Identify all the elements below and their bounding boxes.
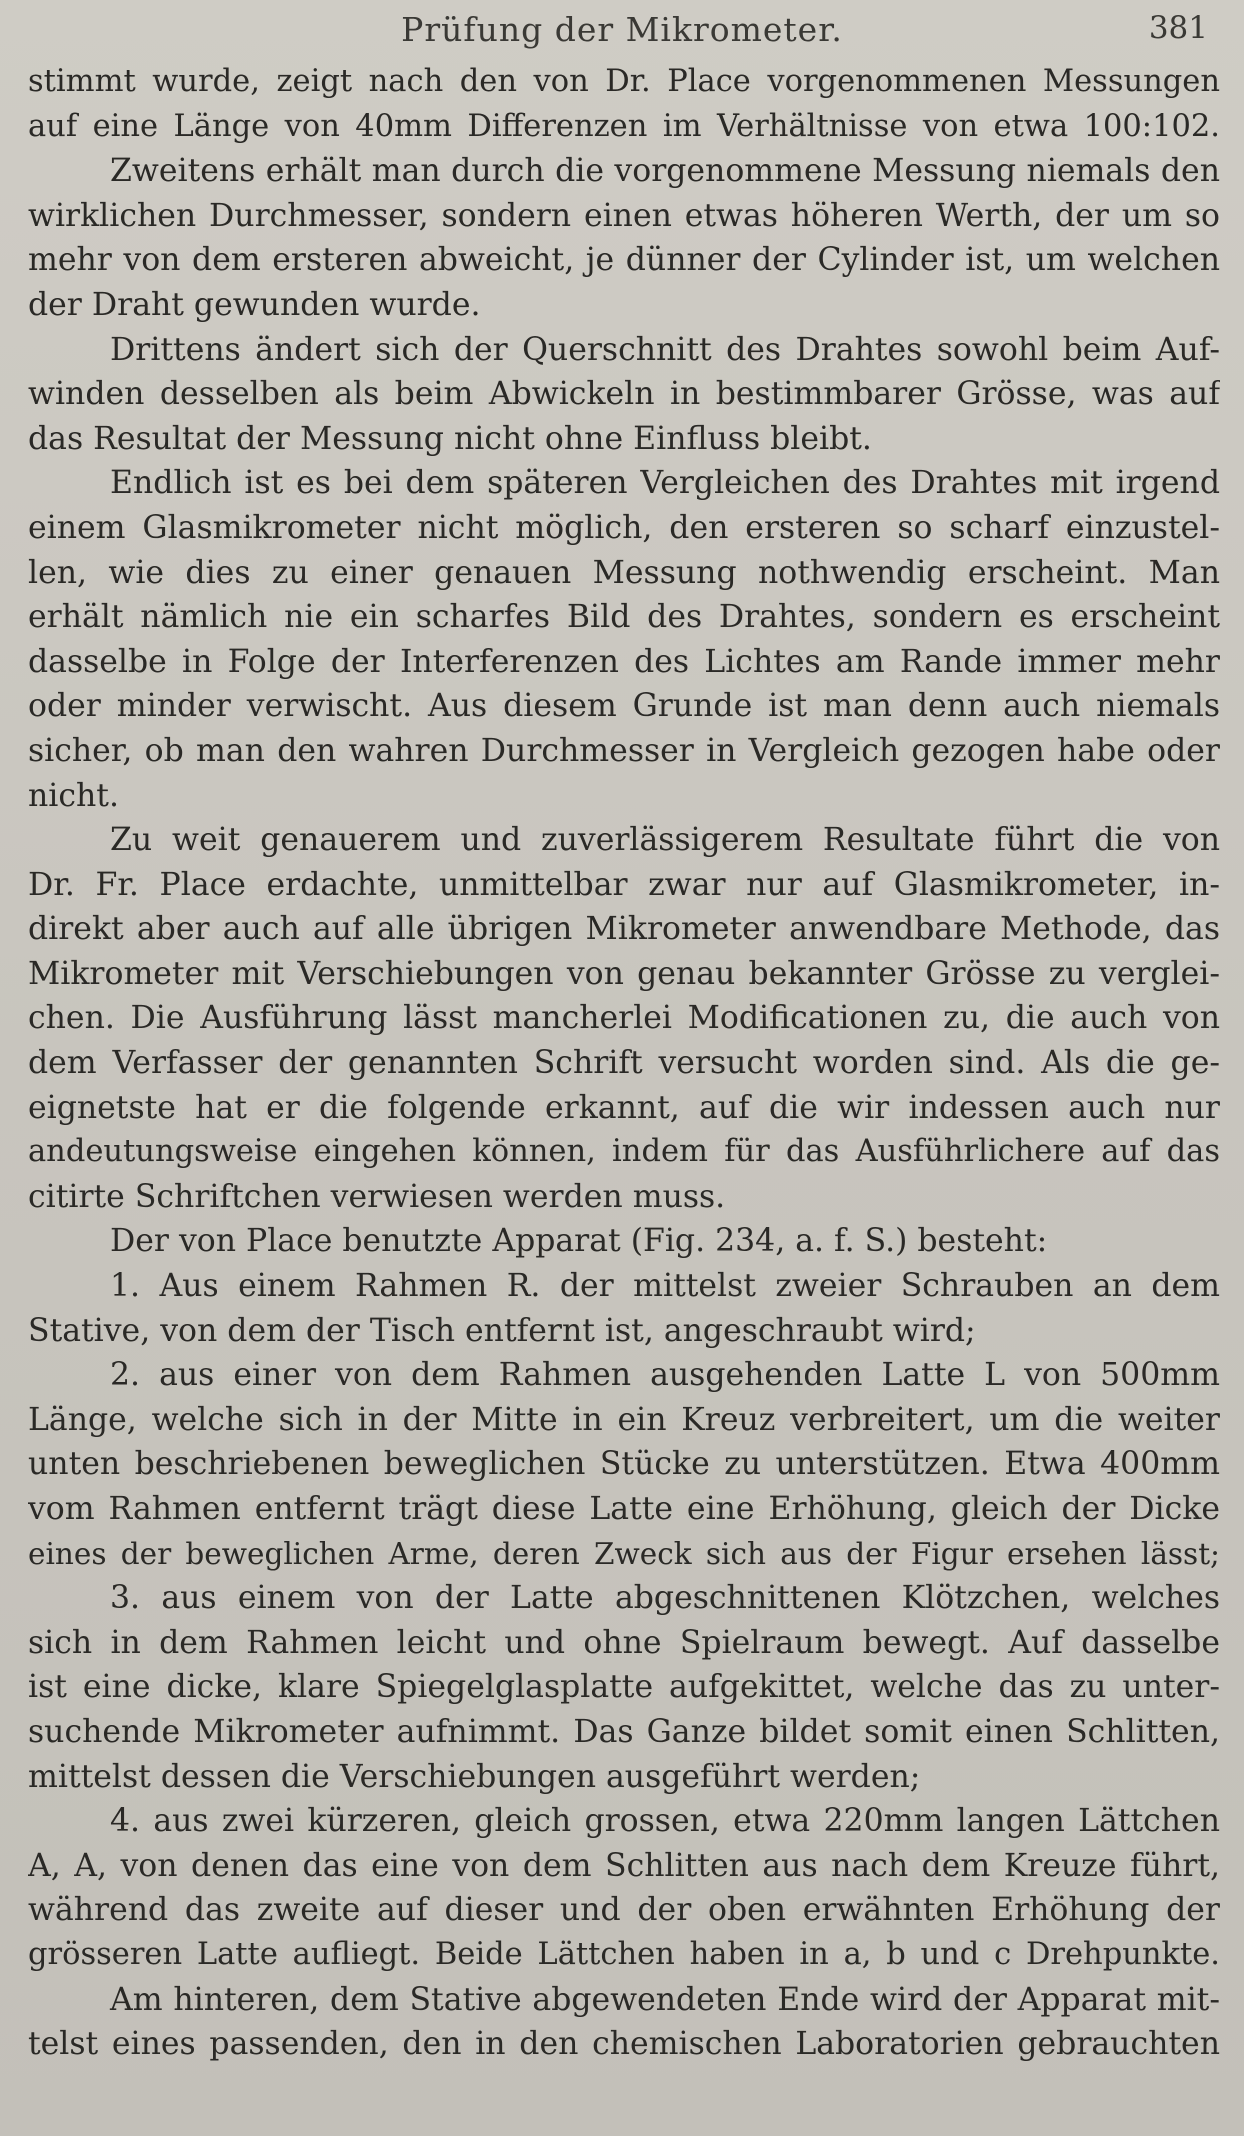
- text-line: mehr von dem ersteren abweicht, je dünner der Cylinder ist, um welchen: [28, 242, 1220, 279]
- text-line: len, wie dies zu einer genauen Messung nothwendig erscheint. Man: [28, 554, 1220, 591]
- text-line: 4. aus zwei kürzeren, gleich grossen, etwa 220mm langen Lättchen: [110, 1803, 1220, 1840]
- text-line: 2. aus einer von dem Rahmen ausgehenden Latte L von 500mm: [110, 1357, 1220, 1394]
- text-line: Länge, welche sich in der Mitte in ein Kreuz verbreitert, um die weiter: [28, 1401, 1220, 1438]
- text-line: Stative, von dem der Tisch entfernt ist, angeschraubt wird;: [28, 1312, 976, 1349]
- page-header: [30, 10, 1214, 54]
- text-line: Endlich ist es bei dem späteren Vergleichen des Drahtes mit irgend: [110, 465, 1220, 502]
- text-line: telst eines passenden, den in den chemischen Laboratorien gebrauchten: [28, 2026, 1220, 2063]
- page-number: 381: [1148, 10, 1208, 46]
- text-line: der Draht gewunden wurde.: [28, 286, 481, 323]
- running-title: Prüfung der Mikrometer.: [401, 10, 843, 49]
- text-line: nicht.: [28, 777, 119, 814]
- text-line: während das zweite auf dieser und der oben erwähnten Erhöhung der: [28, 1892, 1220, 1929]
- text-line: wirklichen Durchmesser, sondern einen etwas höheren Werth, der um so: [28, 197, 1220, 234]
- text-line: Zu weit genauerem und zuverlässigerem Resultate führt die von: [110, 822, 1220, 859]
- text-line: Dr. Fr. Place erdachte, unmittelbar zwar nur auf Glasmikrometer, in-: [28, 866, 1220, 903]
- text-line: andeutungsweise eingehen können, indem für das Ausführlichere auf das: [28, 1134, 1220, 1170]
- text-line: 3. aus einem von der Latte abgeschnittenen Klötzchen, welches: [110, 1580, 1220, 1617]
- text-line: dasselbe in Folge der Interferenzen des Lichtes am Rande immer mehr: [28, 643, 1220, 680]
- text-line: dem Verfasser der genannten Schrift versucht worden sind. Als die ge-: [28, 1045, 1220, 1082]
- text-line: Mikrometer mit Verschiebungen von genau bekannter Grösse zu verglei-: [28, 955, 1220, 992]
- text-line: einem Glasmikrometer nicht möglich, den ersteren so scharf einzustel-: [28, 509, 1220, 546]
- text-line: das Resultat der Messung nicht ohne Einfluss bleibt.: [28, 420, 872, 457]
- text-line: unten beschriebenen beweglichen Stücke zu unterstützen. Etwa 400mm: [28, 1446, 1220, 1483]
- text-line: Am hinteren, dem Stative abgewendeten Ende wird der Apparat mit-: [110, 1981, 1220, 2018]
- text-line: auf eine Länge von 40mm Differenzen im Verhältnisse von etwa 100:102.: [28, 108, 1220, 144]
- text-line: Zweitens erhält man durch die vorgenommene Messung niemals den: [110, 153, 1220, 190]
- text-line: winden desselben als beim Abwickeln in bestimmbarer Grösse, was auf: [28, 376, 1220, 413]
- text-line: mittelst dessen die Verschiebungen ausgeführt werden;: [28, 1758, 921, 1795]
- text-line: eines der beweglichen Arme, deren Zweck sich aus der Figur ersehen lässt;: [28, 1536, 1220, 1571]
- text-line: direkt aber auch auf alle übrigen Mikrometer anwendbare Methode, das: [28, 911, 1220, 948]
- text-line: sicher, ob man den wahren Durchmesser in Vergleich gezogen habe oder: [28, 732, 1220, 769]
- text-line: oder minder verwischt. Aus diesem Grunde ist man denn auch niemals: [28, 688, 1220, 725]
- text-line: citirte Schriftchen verwiesen werden muss.: [28, 1178, 726, 1215]
- text-line: Der von Place benutzte Apparat (Fig. 234, a. f. S.) besteht:: [110, 1223, 1048, 1260]
- body-text: [28, 60, 1220, 2067]
- text-line: suchende Mikrometer aufnimmt. Das Ganze bildet somit einen Schlitten,: [28, 1713, 1220, 1750]
- text-line: stimmt wurde, zeigt nach den von Dr. Place vorgenommenen Messungen: [28, 64, 1220, 99]
- text-line: eignetste hat er die folgende erkannt, auf die wir indessen auch nur: [28, 1089, 1220, 1126]
- text-line: erhält nämlich nie ein scharfes Bild des Drahtes, sondern es erscheint: [28, 599, 1220, 636]
- text-line: grösseren Latte aufliegt. Beide Lättchen haben in a, b und c Drehpunkte.: [28, 1936, 1220, 1972]
- text-line: Drittens ändert sich der Querschnitt des Drahtes sowohl beim Auf-: [110, 331, 1220, 368]
- text-line: A, A, von denen das eine von dem Schlitten aus nach dem Kreuze führt,: [28, 1847, 1220, 1884]
- text-line: sich in dem Rahmen leicht und ohne Spielraum bewegt. Auf dasselbe: [28, 1624, 1220, 1661]
- text-line: chen. Die Ausführung lässt mancherlei Modificationen zu, die auch von: [28, 1000, 1220, 1037]
- text-line: vom Rahmen entfernt trägt diese Latte eine Erhöhung, gleich der Dicke: [28, 1491, 1220, 1527]
- text-line: 1. Aus einem Rahmen R. der mittelst zweier Schrauben an dem: [110, 1268, 1220, 1305]
- text-line: ist eine dicke, klare Spiegelglasplatte aufgekittet, welche das zu unter-: [28, 1669, 1220, 1706]
